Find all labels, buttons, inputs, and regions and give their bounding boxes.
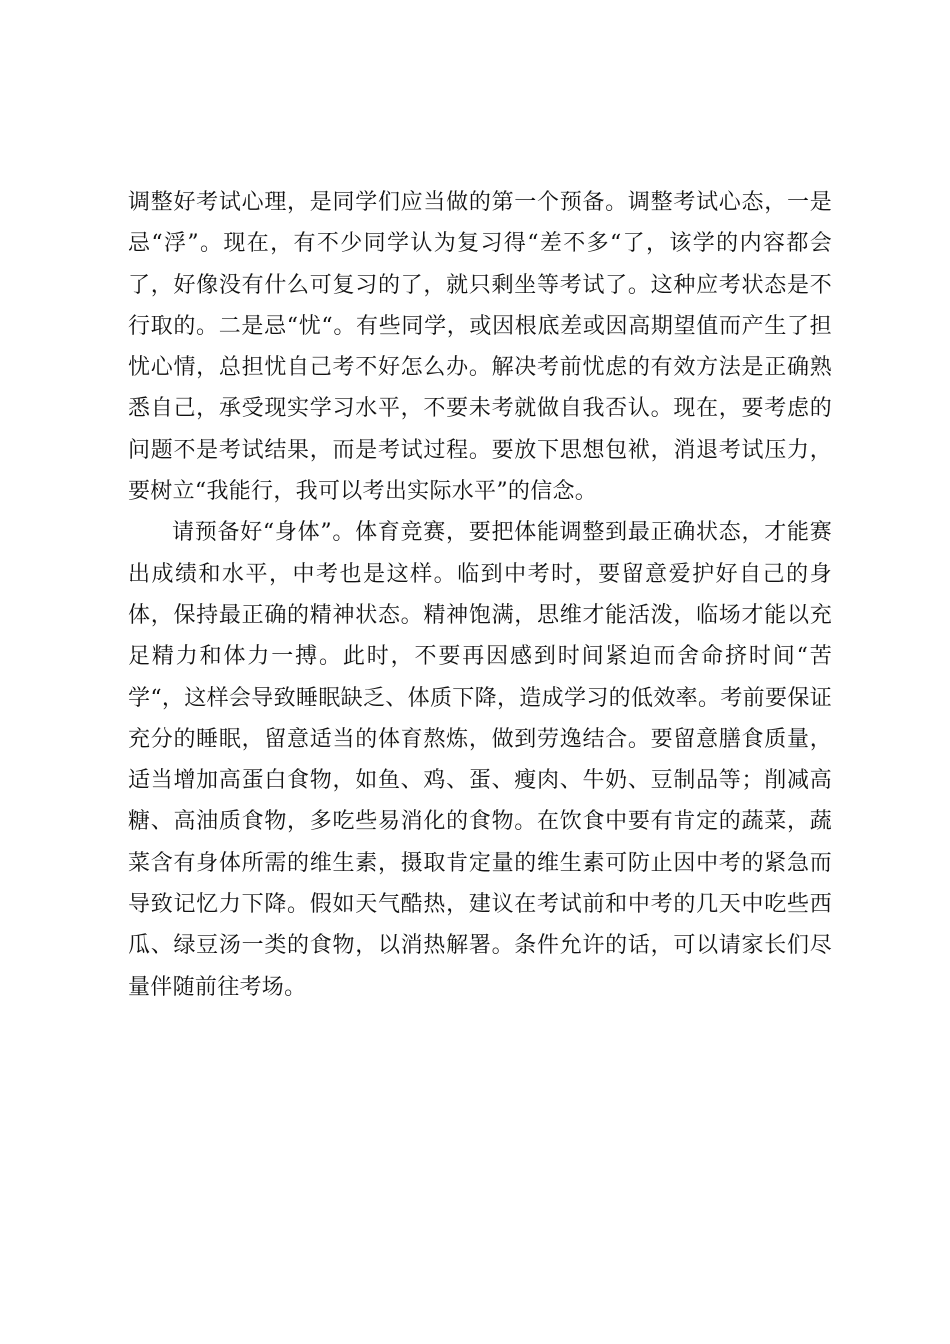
paragraph-exam-mindset: 调整好考试心理，是同学们应当做的第一个预备。调整考试心态，一是忌“浮”。现在，有不少同学认为复习得“差不多“了，该学的内容都会了，好像没有什么可复习的了，就只剩坐等考试了。这种应考状态是不行取的。二是忌“忧“。有些同学，或因根底差或因高期望值而产生了担忧心情，总担忧自己考不好怎么办。解决考前忧虑的有效方法是正确熟悉自己，承受现实学习水平，不要未考就做自我否认。现在，要考虑的问题不是考试结果，而是考试过程。要放下思想包袱，消退考试压力，要树立“我能行，我可以考出实际水平”的信念。 xyxy=(128,190,832,505)
paragraph-body-preparation: 请预备好“身体”。体育竞赛，要把体能调整到最正确状态，才能赛出成绩和水平，中考也是这样。临到中考时，要留意爱护好自己的身体，保持最正确的精神状态。精神饱满，思维才能活泼，临场才能以充足精力和体力一搏。此时，不要再因感到时间紧迫而舍命挤时间“苦学“，这样会导致睡眠缺乏、体质下降，造成学习的低效率。考前要保证充分的睡眠，留意适当的体育熬炼，做到劳逸结合。要留意膳食质量，适当增加高蛋白食物，如鱼、鸡、蛋、瘦肉、牛奶、豆制品等；削减高糖、高油质食物，多吃些易消化的食物。在饮食中要有肯定的蔬菜，蔬菜含有身体所需的维生素，摄取肯定量的维生素可防止因中考的紧急而导致记忆力下降。假如天气酷热，建议在考试前和中考的几天中吃些西瓜、绿豆汤一类的食物，以消热解署。条件允许的话，可以请家长们尽量伴随前往考场。 xyxy=(128,520,832,1000)
document-body xyxy=(128,182,832,1008)
